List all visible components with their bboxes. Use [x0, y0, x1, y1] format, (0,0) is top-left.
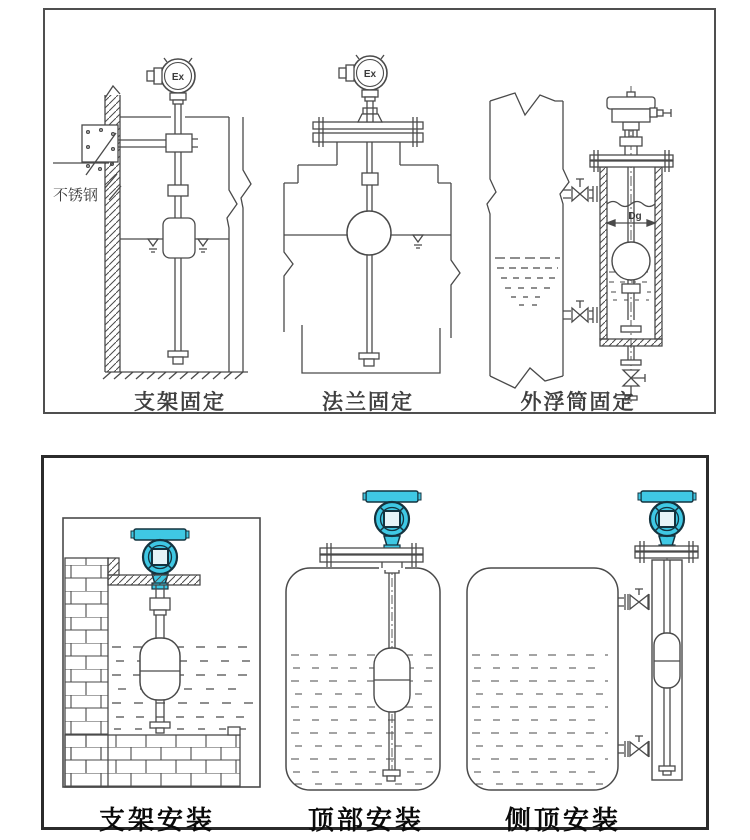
- stem-lower-bar: [621, 326, 641, 332]
- bottom-stop: [359, 353, 379, 366]
- float-sphere: [612, 242, 650, 280]
- float: [163, 218, 195, 258]
- diagram-bracket-fixing: [53, 20, 283, 380]
- material-label: 不锈钢: [53, 187, 99, 204]
- neck-gap: [379, 562, 405, 570]
- support-arm: [118, 134, 198, 152]
- caption-side-top-installation: 侧顶安装: [504, 805, 622, 835]
- caption-flange-fixing: 法兰固定: [322, 391, 414, 414]
- panel-fixing-methods: [43, 8, 716, 414]
- lower-isolation-valve: [563, 301, 597, 323]
- bottom-stop: [168, 351, 188, 364]
- stem-coupling: [622, 284, 640, 293]
- float: [374, 648, 410, 712]
- bottom-stop: [150, 722, 170, 733]
- caption-bracket-installation: 支架安装: [98, 805, 216, 835]
- dg-label: Dg: [628, 211, 642, 222]
- tank: [467, 568, 618, 790]
- panel-installation-methods: [41, 455, 709, 835]
- diagram-external-chamber-fixing: [465, 14, 715, 414]
- ex-label: Ex: [171, 72, 185, 83]
- diagram-side-top-installation: [462, 483, 708, 808]
- diagram-bracket-installation: [56, 513, 266, 793]
- pit-right-wall: [227, 117, 251, 372]
- stem-coupling: [168, 185, 188, 196]
- float: [140, 638, 180, 700]
- upper-connection-valve: [618, 589, 649, 610]
- flange-assembly: [313, 108, 423, 147]
- diagram-top-installation: [283, 483, 463, 808]
- float: [654, 633, 680, 688]
- ground-line: [103, 372, 248, 379]
- caption-top-installation: 顶部安装: [307, 805, 425, 835]
- ex-label: Ex: [363, 69, 377, 80]
- teal-transmitter-head: [638, 491, 696, 551]
- process-tank: [487, 93, 569, 388]
- teal-transmitter-head: [363, 491, 421, 551]
- liquid-dashes: [112, 647, 254, 729]
- stem-coupling: [362, 173, 378, 185]
- small-transmitter: [607, 92, 671, 155]
- lower-connection-valve: [618, 736, 649, 757]
- stem-coupling: [150, 598, 170, 615]
- brick-floor: [65, 727, 240, 787]
- tank: [286, 568, 440, 790]
- diagram-flange-fixing: [283, 20, 483, 380]
- caption-external-chamber-fixing: 外浮筒固定: [520, 391, 636, 414]
- top-flange: [320, 543, 423, 567]
- float-sphere: [347, 211, 391, 255]
- caption-bracket-fixing: 支架固定: [134, 391, 226, 414]
